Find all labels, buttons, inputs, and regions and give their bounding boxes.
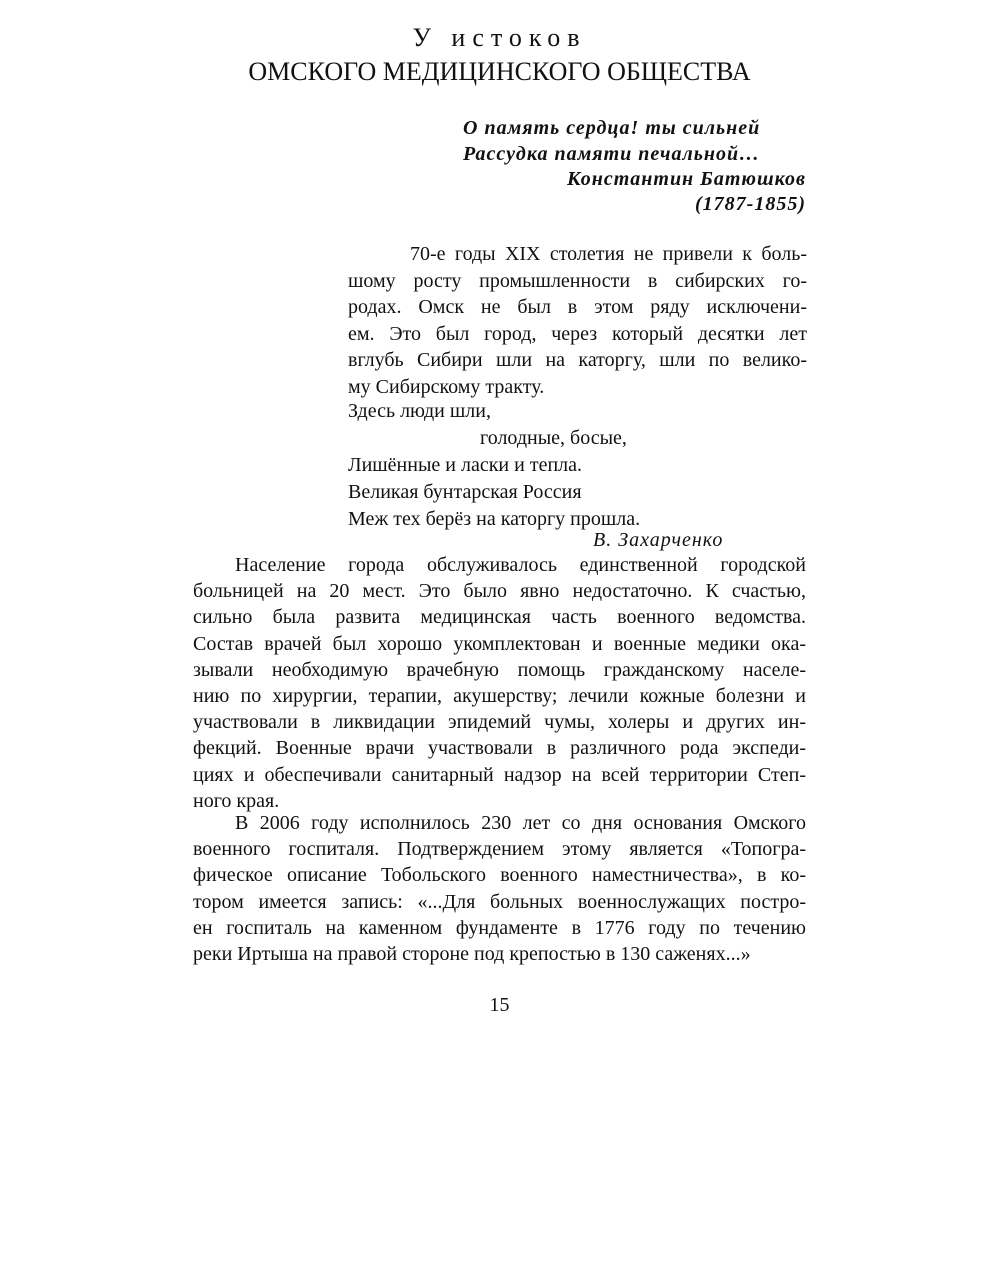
paragraph-line: циях и обеспечивали санитарный надзор на всей территории Степ- (193, 763, 806, 786)
paragraph-line: фекций. Военные врачи участвовали в различного рода экспеди- (193, 737, 806, 760)
paragraph-line: военного госпиталя. Подтверждением этому является «Топогра- (193, 838, 806, 861)
body-paragraph (193, 552, 806, 814)
epigraph-line: Рассудка памяти печальной… (463, 143, 761, 165)
header-line-1: У истоков (412, 23, 587, 52)
paragraph-line: Население города обслуживалось единственной городской (235, 554, 806, 576)
poem-author: В. Захарченко (593, 529, 724, 551)
page-number: 15 (489, 994, 510, 1016)
paragraph-line: Состав врачей был хорошо укомплектован и военные медики ока- (193, 632, 806, 655)
paragraph-line: сильно была развита медицинская часть военного ведомства. (193, 606, 806, 629)
intro-line: ем. Это был город, через который десятки лет (348, 322, 807, 345)
paragraph-line: участвовали в ликвидации эпидемий чумы, холеры и других ин- (193, 711, 806, 734)
epigraph-years: (1787-1855) (695, 193, 806, 215)
paragraph-line: зывали необходимую врачебную помощь гражданскому населе- (193, 658, 806, 681)
paragraph-line: нию по хирургии, терапии, акушерству; лечили кожные болезни и (193, 685, 806, 708)
poem-line: Меж тех берёз на каторгу прошла. (348, 508, 641, 530)
intro-line: шому росту промышленности в сибирских го- (348, 269, 807, 292)
intro-line: вглубь Сибири шли на каторгу, шли по велико- (348, 349, 807, 371)
intro-line: му Сибирскому тракту. (348, 375, 545, 398)
poem-line: голодные, босые, (480, 427, 627, 449)
body-paragraph (193, 810, 806, 967)
paragraph-line: реки Иртыша на правой стороне под крепостью в 130 саженях...» (193, 943, 751, 966)
paragraph-line: ен госпиталь на каменном фундаменте в 1776 году по течению (193, 916, 806, 939)
paragraph-line: В 2006 году исполнилось 230 лет со дня основания Омского (235, 812, 806, 834)
intro-paragraph (348, 241, 807, 400)
paragraph-line: фическое описание Тобольского военного наместничества», в ко- (193, 864, 806, 887)
intro-line: родах. Омск не был в этом ряду исключени- (348, 296, 807, 318)
paragraph-line: больницей на 20 мест. Это было явно недостаточно. К счастью, (193, 580, 806, 603)
header-line-2: ОМСКОГО МЕДИЦИНСКОГО ОБЩЕСТВА (248, 57, 751, 86)
poem-line: Лишённые и ласки и тепла. (348, 454, 583, 476)
paragraph-line: тором имеется запись: «...Для больных военнослужащих постро- (193, 890, 806, 913)
poem-line: Здесь люди шли, (348, 400, 491, 422)
poem-line: Великая бунтарская Россия (348, 481, 582, 503)
paragraph-line: ного края. (193, 789, 280, 812)
intro-line: 70-е годы XIX столетия не привели к боль- (410, 243, 807, 265)
epigraph-author: Константин Батюшков (566, 168, 806, 190)
epigraph-line: О память сердца! ты сильней (463, 117, 761, 139)
poem (348, 398, 640, 533)
